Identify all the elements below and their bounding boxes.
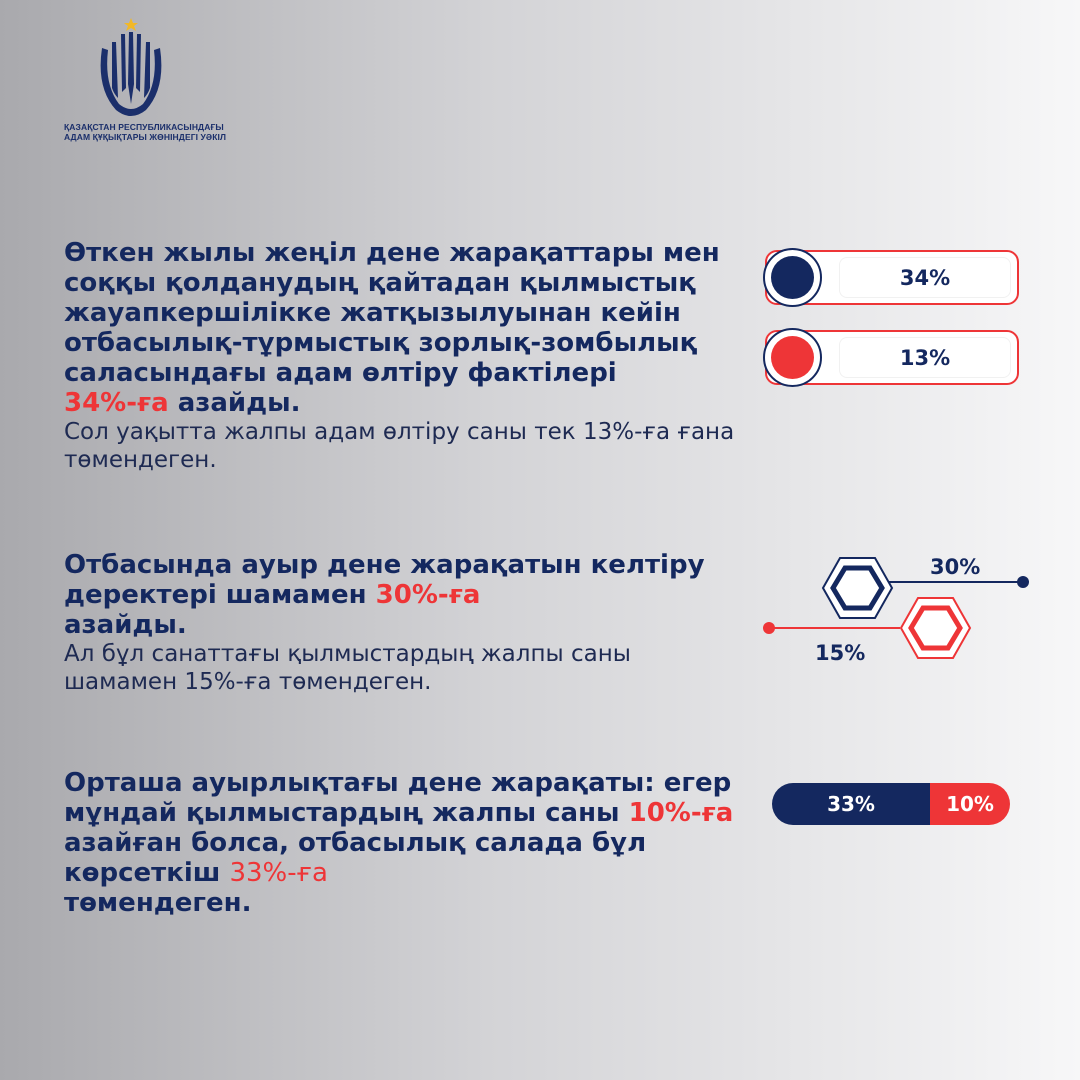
section-homicide [64,238,744,474]
section2-highlight: 30%-ға [375,580,481,610]
section2-subtext: Ал бұл санаттағы қылмыстардың жалпы саны шамамен 15%-ға төмендеген. [64,641,631,695]
stat-value-15: 15% [815,641,866,665]
section-moderate-injury [64,768,754,918]
stat-value-13: 13% [839,337,1011,378]
section3-highlight-10: 10%-ға [628,798,734,828]
logo-caption-line2: АДАМ ҚҰҚЫҚТАРЫ ЖӨНІНДЕГІ УӘКІЛ [64,132,227,142]
stat-pill-13 [765,330,1019,385]
section3-highlight-33: 33%-ға [229,858,328,888]
logo-caption-line1: ҚАЗАҚСТАН РЕСПУБЛИКАСЫНДАҒЫ [64,122,224,132]
stat-value-30: 30% [930,555,981,579]
ombudsman-logo [88,18,174,122]
logo-emblem-icon [88,18,174,122]
bar-segment-33: 33% [772,783,930,825]
red-hexagon-icon [911,608,960,648]
section1-subtext: Сол уақытта жалпы адам өлтіру саны тек 13%-ға ғана төмендеген. [64,419,735,473]
section3-heading: Орташа ауырлықтағы дене жарақаты: егер мұндай қылмыстардың жалпы саны 10%-ға азайған болса, отбасылық салада бұл көрсеткіш 33%-ға төмендеген. [64,768,734,918]
red-end-dot-icon [763,622,775,634]
navy-end-dot-icon [1017,576,1029,588]
bar-segment-10: 10% [930,783,1010,825]
logo-caption [64,122,264,142]
hexagon-stats-graphic [760,548,1040,672]
stat-value-34: 34% [839,257,1011,298]
section1-highlight: 34%-ға [64,388,169,418]
section-grievous-injury [64,550,744,696]
navy-dot-icon [763,248,822,307]
section2-heading: Отбасында ауыр дене жарақатын келтіру деректері шамамен 30%-ға азайды. [64,550,705,640]
red-dot-icon [763,328,822,387]
stat-pill-34 [765,250,1019,305]
section1-heading: Өткен жылы жеңіл дене жарақаттары мен соққы қолданудың қайтадан қылмыстық жауапкершілікке жатқызылуынан кейін отбасылық-тұрмыстық зорлық-зомбылық саласындағы адам өлтіру фактілері 34%-ға азайды. [64,238,720,418]
navy-hexagon-icon [833,568,882,608]
comparison-bar [772,783,1010,825]
